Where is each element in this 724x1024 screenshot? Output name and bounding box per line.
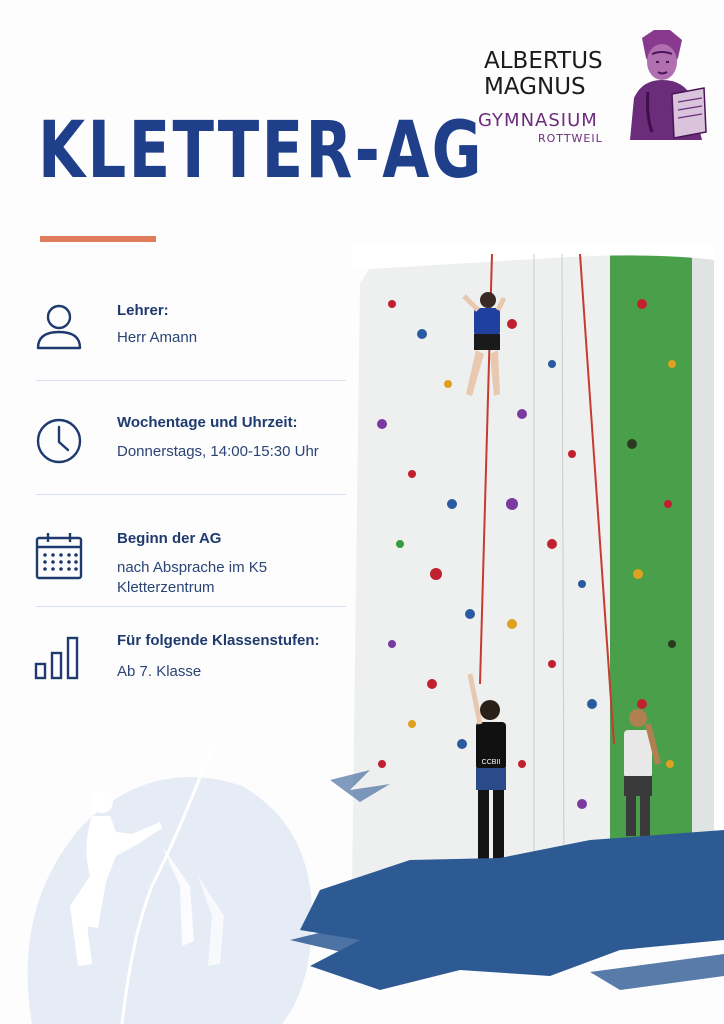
info-value: nach Absprache im K5 <box>117 559 268 576</box>
info-value: Donnerstags, 14:00-15:30 Uhr <box>117 443 319 460</box>
logo-text-rottweil: ROTTWEIL <box>538 132 603 145</box>
info-start <box>32 530 352 600</box>
info-label: Wochentage und Uhrzeit: <box>117 414 298 431</box>
info-value: Herr Amann <box>117 329 198 346</box>
bar-chart-icon <box>32 632 86 686</box>
info-label: Lehrer: <box>117 302 169 319</box>
calendar-icon <box>32 530 86 584</box>
school-logo <box>478 28 708 148</box>
divider <box>36 606 346 607</box>
clock-icon <box>32 414 86 468</box>
info-teacher <box>32 300 352 360</box>
logo-text-gymnasium: GYMNASIUM <box>478 110 598 131</box>
divider <box>36 380 346 381</box>
shirt-text: CCBII <box>481 759 501 766</box>
info-label: Beginn der AG <box>117 530 222 547</box>
logo-text-albertus: ALBERTUS <box>484 48 603 74</box>
albertus-portrait-icon <box>612 28 708 140</box>
person-icon <box>32 300 86 354</box>
info-label: Für folgende Klassenstufen: <box>117 632 320 649</box>
info-value: Kletterzentrum <box>117 579 215 596</box>
climber-silhouette-icon <box>12 736 312 1024</box>
info-schedule <box>32 414 352 474</box>
info-grades <box>32 632 352 692</box>
page-title: KLETTER-AG <box>38 106 484 196</box>
brush-stroke-decoration <box>290 740 724 1000</box>
title-accent-bar <box>40 236 156 242</box>
logo-text-magnus: MAGNUS <box>484 74 586 100</box>
divider <box>36 494 346 495</box>
info-value: Ab 7. Klasse <box>117 663 202 680</box>
